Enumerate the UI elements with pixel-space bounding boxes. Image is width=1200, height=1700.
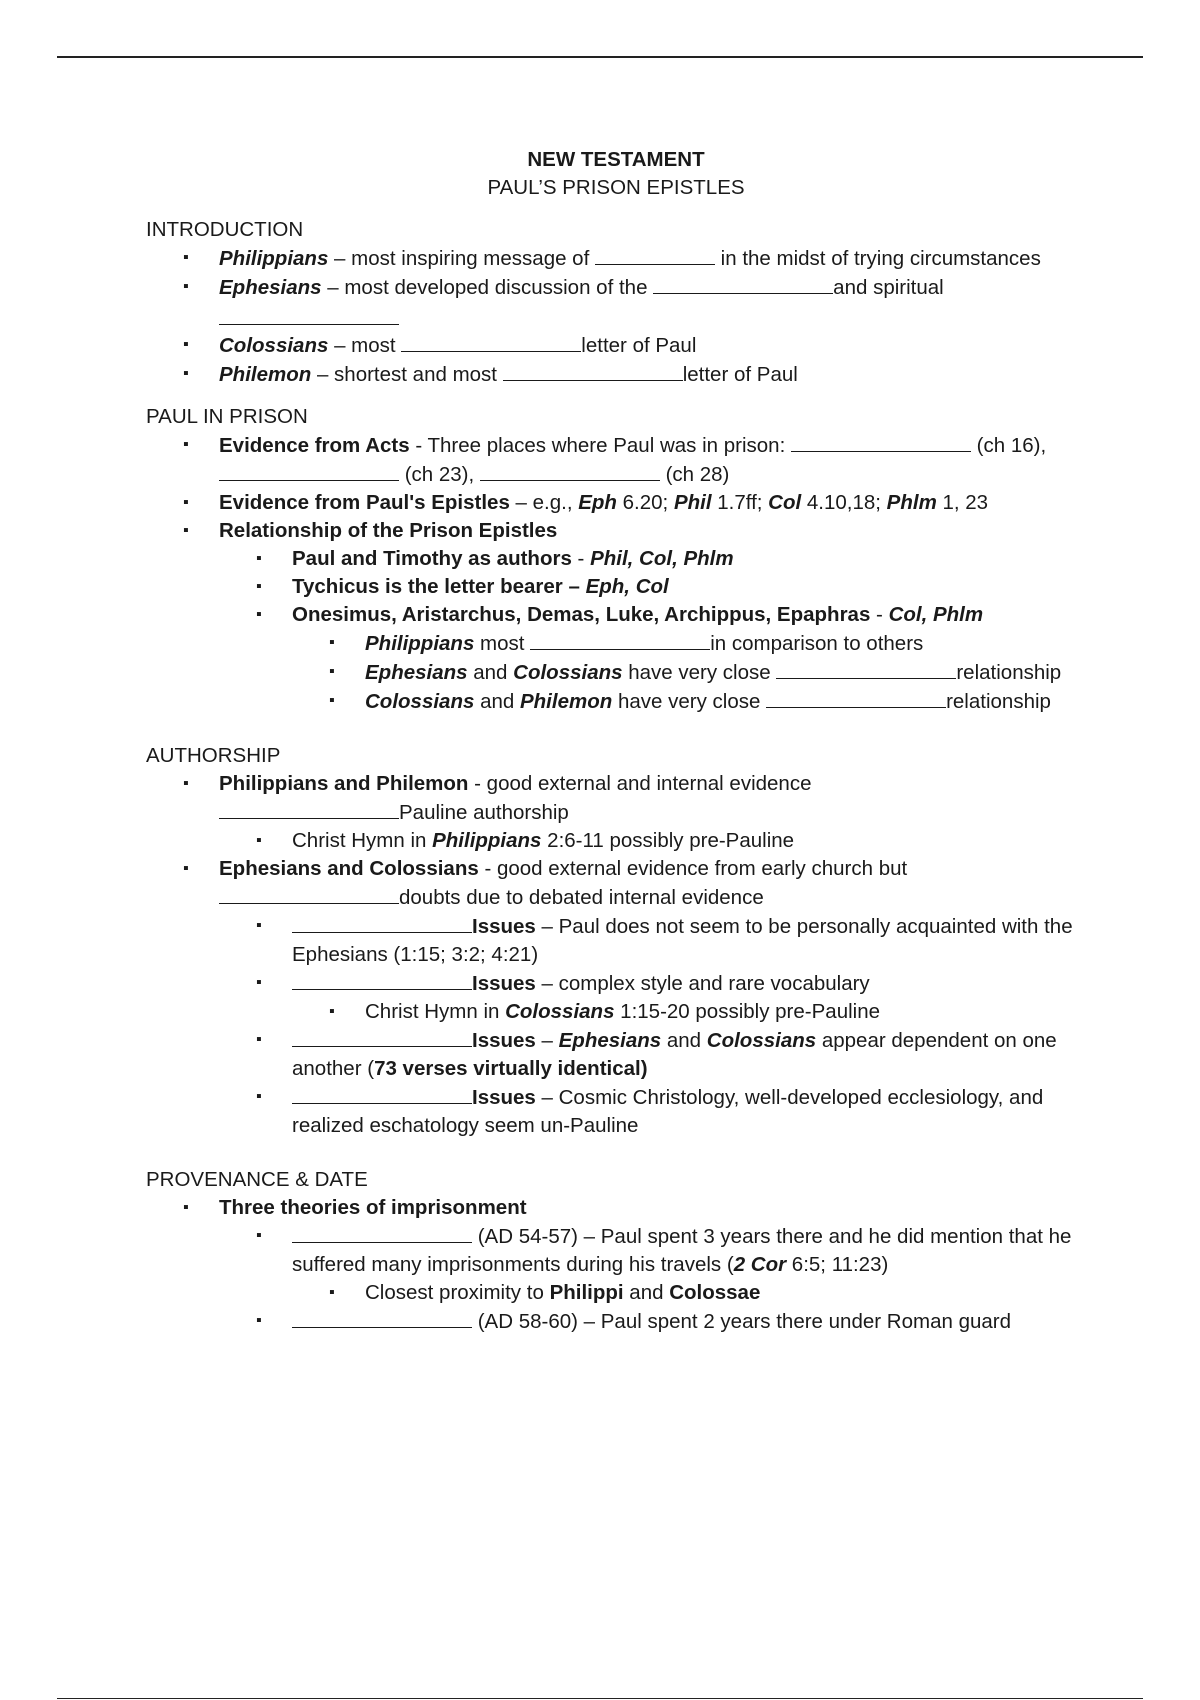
list-item: ▪ Three theories of imprisonment [146,1194,1086,1222]
fill-in-blank [653,273,833,294]
authorship-list [146,770,1086,1140]
fill-in-blank [292,1026,472,1047]
provenance-list [146,1194,1086,1336]
fill-in-blank [791,431,971,452]
fill-in-blank [292,1307,472,1328]
list-item: ▪ Onesimus, Aristarchus, Demas, Luke, Archippus, Epaphras - Col, Phlm [146,601,1086,629]
document-title: NEW TESTAMENT [527,148,705,171]
list-item: ▪ Philippians and Philemon - good external and internal evidence Pauline authorship [146,770,1086,827]
list-item: ▪ (AD 58-60) – Paul spent 2 years there under Roman guard [146,1307,1086,1336]
fill-in-blank [292,912,472,933]
list-item: ▪ Philemon – shortest and most letter of Paul [146,360,1086,389]
top-rule [57,56,1143,58]
list-item: ▪ (AD 54-57) – Paul spent 3 years there and he did mention that he suffered many imprisonments during his travels (2 Cor 6:5; 11:23) [146,1222,1086,1279]
list-item: ▪ Tychicus is the letter bearer – Eph, Col [146,573,1086,601]
list-item: ▪ Ephesians and Colossians have very close relationship [146,658,1086,687]
fill-in-blank [401,331,581,352]
document-page [146,146,1086,1336]
list-item: ▪ Issues – Ephesians and Colossians appear dependent on one another (73 verses virtually identical) [146,1026,1086,1083]
fill-in-blank [292,969,472,990]
section-heading-authorship: AUTHORSHIP [146,744,281,767]
list-item: ▪ Relationship of the Prison Epistles [146,517,1086,545]
section-heading-introduction: INTRODUCTION [146,218,304,241]
fill-in-blank [776,658,956,679]
fill-in-blank [219,883,399,904]
fill-in-blank [219,460,399,481]
fill-in-blank [292,1222,472,1243]
fill-in-blank [219,302,399,325]
list-item: ▪ Ephesians and Colossians - good external evidence from early church but doubts due to debated internal evidence [146,855,1086,912]
fill-in-blank [530,629,710,650]
fill-in-blank [766,687,946,708]
list-item: ▪ Colossians – most letter of Paul [146,331,1086,360]
fill-in-blank [219,798,399,819]
fill-in-blank [595,244,715,265]
list-item: ▪ Issues – Cosmic Christology, well-developed ecclesiology, and realized eschatology seem un-Pauline [146,1083,1086,1140]
list-item: ▪ Philippians most in comparison to others [146,629,1086,658]
prison-list [146,431,1086,716]
fill-in-blank [292,1083,472,1104]
list-item: ▪ Evidence from Paul's Epistles – e.g., Eph 6.20; Phil 1.7ff; Col 4.10,18; Phlm 1, 23 [146,489,1086,517]
list-item: ▪ Evidence from Acts - Three places where Paul was in prison: (ch 16), (ch 23), (ch 28) [146,431,1086,489]
section-heading-provenance-date: PROVENANCE & DATE [146,1168,368,1191]
fill-in-blank [503,360,683,381]
list-item: ▪ Paul and Timothy as authors - Phil, Col, Phlm [146,545,1086,573]
bottom-rule [57,1698,1143,1699]
list-item: ▪ Issues – complex style and rare vocabulary [146,969,1086,998]
list-item: ▪ Colossians and Philemon have very close relationship [146,687,1086,716]
list-item: ▪ Ephesians – most developed discussion of the and spiritual [146,273,1086,325]
section-heading-paul-in-prison: PAUL IN PRISON [146,405,308,428]
list-item: ▪ Philippians – most inspiring message of in the midst of trying circumstances [146,244,1086,273]
introduction-list [146,244,1086,389]
list-item: ▪ Christ Hymn in Colossians 1:15-20 possibly pre-Pauline [146,998,1086,1026]
list-item: ▪ Christ Hymn in Philippians 2:6-11 possibly pre-Pauline [146,827,1086,855]
document-subtitle: PAUL’S PRISON EPISTLES [487,176,745,199]
fill-in-blank [480,460,660,481]
list-item: ▪ Closest proximity to Philippi and Colossae [146,1279,1086,1307]
list-item: ▪ Issues – Paul does not seem to be personally acquainted with the Ephesians (1:15; 3:2; 4:21) [146,912,1086,969]
